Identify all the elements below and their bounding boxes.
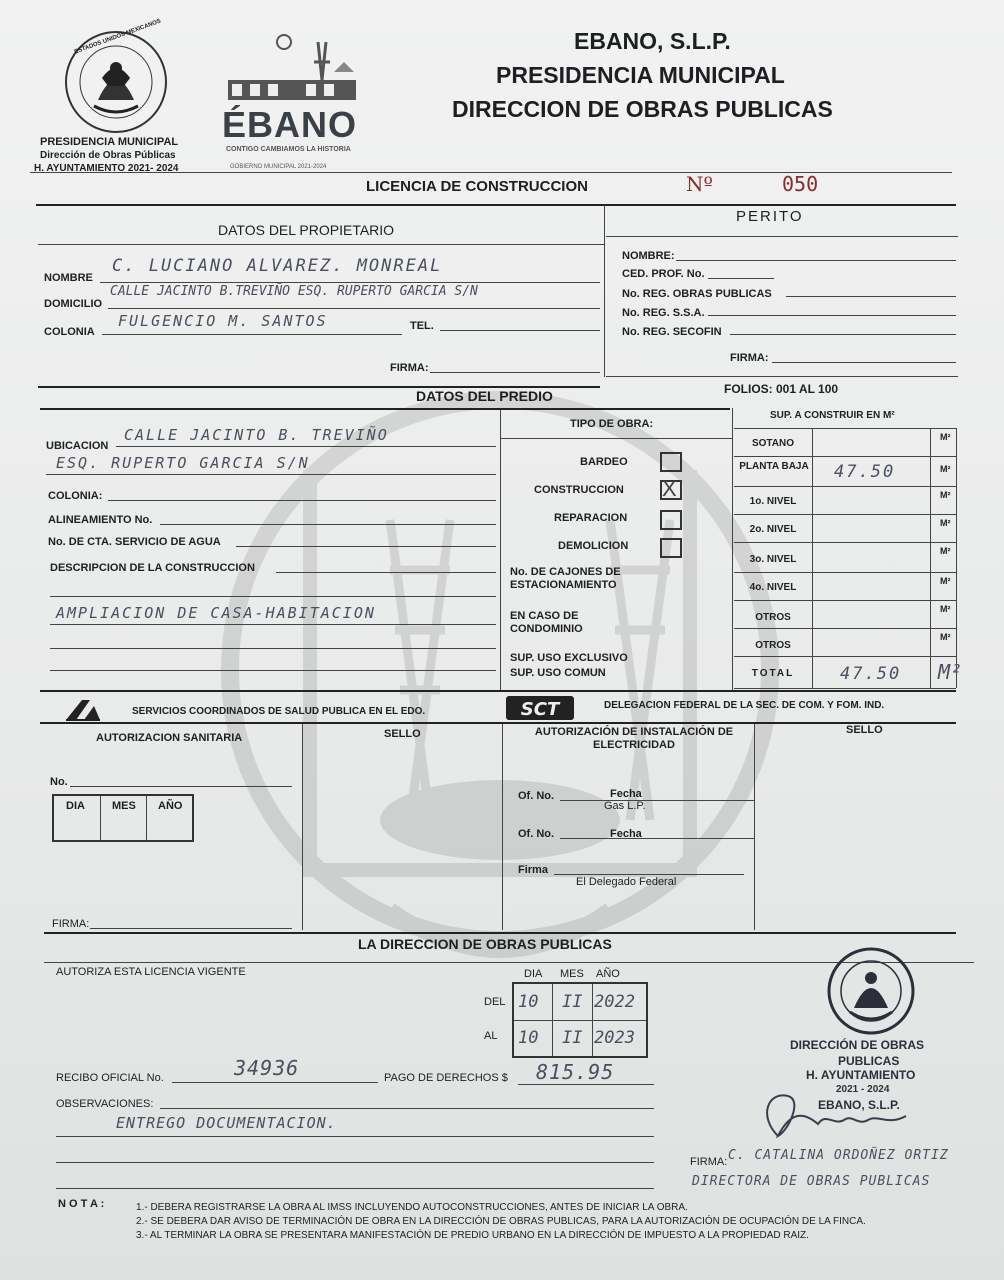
salud-firma: FIRMA: bbox=[52, 918, 90, 930]
option-bardeo-label: BARDEO bbox=[580, 456, 628, 468]
director-name: C. CATALINA ORDOÑEZ ORTIZ bbox=[728, 1148, 949, 1163]
tipo-obra-heading: TIPO DE OBRA: bbox=[570, 418, 654, 430]
predio-colonia-label: COLONIA: bbox=[48, 490, 103, 502]
domicilio-label: DOMICILIO bbox=[44, 298, 103, 310]
sct-autorizacion: AUTORIZACIÓN DE INSTALACIÓN DE ELECTRICIDAD bbox=[534, 726, 734, 751]
sup-row-7-label: OTROS bbox=[755, 640, 791, 651]
stamp-line-4: 2021 - 2024 bbox=[836, 1084, 890, 1095]
del-label: DEL bbox=[484, 996, 506, 1008]
option-construccion-label: CONSTRUCCION bbox=[534, 484, 624, 496]
vigencia-ano: AÑO bbox=[596, 968, 620, 980]
sup-total-value[interactable]: 47.50 bbox=[840, 664, 902, 684]
perito-ced: CED. PROF. No. bbox=[622, 268, 705, 280]
perito-obras: No. REG. OBRAS PUBLICAS bbox=[622, 288, 772, 300]
owner-address[interactable]: CALLE JACINTO B.TREVIÑO ESQ. RUPERTO GARCIA S/N bbox=[110, 284, 478, 299]
direccion-firma-label: FIRMA: bbox=[690, 1156, 728, 1168]
uso-comun-label: SUP. USO COMUN bbox=[510, 667, 606, 679]
nota-label: N O T A : bbox=[58, 1198, 105, 1210]
sup-row-3-label: 2o. NIVEL bbox=[749, 524, 797, 535]
handwritten-signature-icon bbox=[748, 1086, 918, 1146]
option-bardeo-checkbox[interactable] bbox=[660, 452, 682, 472]
del-mes: II bbox=[562, 992, 583, 1012]
official-stamp-seal-icon bbox=[822, 946, 920, 1036]
nota-item-3: 3.- AL TERMINAR LA OBRA SE PRESENTARA MANIFESTACIÓN DE PREDIO URBANO EN LA DIRECCIÓN DE IMPUESTO A LA PROPIEDAD RAIZ. bbox=[136, 1230, 809, 1241]
salud-heading: SERVICIOS COORDINADOS DE SALUD PUBLICA EN EL EDO. bbox=[132, 706, 426, 717]
ebano-logo-text: ÉBANO bbox=[222, 104, 358, 145]
predio-heading: DATOS DEL PREDIO bbox=[416, 388, 553, 404]
header-line-3: DIRECCION DE OBRAS PUBLICAS bbox=[452, 96, 833, 122]
sup-row-6-label: OTROS bbox=[755, 612, 791, 623]
autoriza-label: AUTORIZA ESTA LICENCIA VIGENTE bbox=[56, 966, 246, 978]
sct-delegado: El Delegado Federal bbox=[576, 876, 677, 888]
recibo-label: RECIBO OFICIAL No. bbox=[56, 1072, 164, 1084]
owner-name[interactable]: C. LUCIANO ALVAREZ. MONREAL bbox=[112, 256, 443, 276]
sup-row-0-unit: M² bbox=[940, 432, 951, 442]
observaciones-value[interactable]: ENTREGO DOCUMENTACION. bbox=[116, 1114, 337, 1132]
seal-ring-text: ESTADOS UNIDOS MEXICANOS bbox=[73, 18, 162, 56]
owner-colonia[interactable]: FULGENCIO M. SANTOS bbox=[118, 312, 328, 330]
ebano-building-logo-icon bbox=[222, 32, 362, 106]
salud-logo-icon bbox=[64, 696, 102, 722]
al-dia: 10 bbox=[518, 1028, 539, 1048]
nombre-label: NOMBRE bbox=[44, 272, 93, 284]
uso-exclusivo-label: SUP. USO EXCLUSIVO bbox=[510, 652, 628, 664]
sup-row-2-unit: M² bbox=[940, 490, 951, 500]
sup-row-2-label: 1o. NIVEL bbox=[749, 496, 797, 507]
sup-row-3-unit: M² bbox=[940, 518, 951, 528]
sup-row-4-label: 3o. NIVEL bbox=[749, 554, 797, 565]
sup-row-6-unit: M² bbox=[940, 604, 951, 614]
ubicacion-label: UBICACION bbox=[46, 440, 109, 452]
predio-ubicacion-2[interactable]: ESQ. RUPERTO GARCIA S/N bbox=[56, 454, 310, 472]
mexican-coat-of-arms-icon bbox=[64, 30, 168, 134]
option-demolicion-label: DEMOLICION bbox=[558, 540, 629, 552]
ebano-sub: GOBIERNO MUNICIPAL 2021-2024 bbox=[230, 164, 327, 170]
salud-mes: MES bbox=[112, 800, 136, 812]
superficie-heading: SUP. A CONSTRUIR EN M² bbox=[770, 410, 895, 421]
seal-caption-3: H. AYUNTAMIENTO 2021- 2024 bbox=[34, 163, 179, 174]
perito-ssa: No. REG. S.S.A. bbox=[622, 307, 705, 319]
header-line-2: PRESIDENCIA MUNICIPAL bbox=[496, 62, 785, 88]
sup-row-7-unit: M² bbox=[940, 632, 951, 642]
vigencia-mes: MES bbox=[560, 968, 584, 980]
salud-sello: SELLO bbox=[384, 728, 421, 740]
folios-label: FOLIOS: 001 AL 100 bbox=[724, 382, 839, 396]
sup-row-5-unit: M² bbox=[940, 576, 951, 586]
salud-date-box[interactable] bbox=[52, 794, 194, 842]
condominio-label: EN CASO DE CONDOMINIO bbox=[510, 610, 583, 635]
sct-fecha-2: Fecha bbox=[610, 828, 642, 840]
recibo-value[interactable]: 34936 bbox=[234, 1056, 300, 1080]
propietario-firma-label: FIRMA: bbox=[390, 362, 429, 374]
cajones-label: No. DE CAJONES DE ESTACIONAMIENTO bbox=[510, 566, 621, 591]
nota-item-1: 1.- DEBERA REGISTRARSE LA OBRA AL IMSS INCLUYENDO AUTOCONSTRUCCIONES, ANTES DE INICIAR LA OBRA. bbox=[136, 1202, 688, 1213]
license-number-label: Nº bbox=[686, 172, 713, 196]
salud-ano: AÑO bbox=[158, 800, 183, 812]
tel-label: TEL. bbox=[410, 320, 434, 332]
license-title: LICENCIA DE CONSTRUCCION bbox=[366, 178, 588, 195]
sct-firma: Firma bbox=[518, 864, 548, 876]
sup-row-5-label: 4o. NIVEL bbox=[749, 582, 797, 593]
sup-row-1-unit: M² bbox=[940, 464, 951, 474]
seal-caption-1: PRESIDENCIA MUNICIPAL bbox=[40, 136, 179, 148]
descripcion-label: DESCRIPCION DE LA CONSTRUCCION bbox=[50, 562, 255, 574]
salud-dia: DIA bbox=[66, 800, 85, 812]
stamp-line-2: PUBLICAS bbox=[838, 1054, 900, 1068]
perito-heading: PERITO bbox=[736, 208, 804, 225]
sup-row-1-value[interactable]: 47.50 bbox=[834, 462, 896, 482]
propietario-heading: DATOS DEL PROPIETARIO bbox=[218, 222, 395, 238]
agua-label: No. DE CTA. SERVICIO DE AGUA bbox=[48, 536, 221, 548]
sct-logo-icon bbox=[506, 696, 574, 720]
stamp-line-1: DIRECCIÓN DE OBRAS bbox=[790, 1038, 925, 1052]
director-title: DIRECTORA DE OBRAS PUBLICAS bbox=[692, 1174, 931, 1189]
ebano-slogan: CONTIGO CAMBIAMOS LA HISTORIA bbox=[226, 146, 351, 153]
sct-of-no-2: Of. No. bbox=[518, 828, 555, 840]
vigencia-table[interactable] bbox=[512, 982, 648, 1058]
sct-gas: Gas L.P. bbox=[604, 800, 646, 812]
option-reparacion-checkbox[interactable] bbox=[660, 510, 682, 530]
del-dia: 10 bbox=[518, 992, 539, 1012]
perito-nombre: NOMBRE: bbox=[622, 250, 675, 262]
al-label: AL bbox=[484, 1030, 498, 1042]
perito-secofin: No. REG. SECOFIN bbox=[622, 326, 722, 338]
sup-row-4-unit: M² bbox=[940, 546, 951, 556]
seal-caption-2: Dirección de Obras Públicas bbox=[40, 150, 176, 161]
sup-row-0-label: SOTANO bbox=[751, 438, 795, 449]
alineamiento-label: ALINEAMIENTO No. bbox=[48, 514, 153, 526]
pago-label: PAGO DE DERECHOS $ bbox=[384, 1072, 508, 1084]
option-demolicion-checkbox[interactable] bbox=[660, 538, 682, 558]
predio-ubicacion-1[interactable]: CALLE JACINTO B. TREVIÑO bbox=[124, 426, 389, 444]
sct-fecha-1: Fecha bbox=[610, 788, 642, 800]
al-mes: II bbox=[562, 1028, 583, 1048]
pago-value[interactable]: 815.95 bbox=[536, 1060, 615, 1084]
checkmark-x-icon: X bbox=[662, 476, 677, 501]
sct-heading: DELEGACION FEDERAL DE LA SEC. DE COM. Y FOM. IND. bbox=[604, 700, 885, 711]
colonia-label: COLONIA bbox=[44, 326, 95, 338]
stamp-line-3: H. AYUNTAMIENTO bbox=[806, 1068, 916, 1082]
autorizacion-sanitaria: AUTORIZACION SANITARIA bbox=[96, 732, 243, 744]
al-ano: 2023 bbox=[594, 1028, 635, 1048]
salud-no-label: No. bbox=[50, 776, 68, 788]
observaciones-label: OBSERVACIONES: bbox=[56, 1098, 154, 1110]
stamp-line-5: EBANO, S.L.P. bbox=[818, 1098, 900, 1112]
del-ano: 2022 bbox=[594, 992, 635, 1012]
license-number: 050 bbox=[782, 172, 819, 196]
descripcion-value[interactable]: AMPLIACION DE CASA-HABITACION bbox=[56, 604, 376, 622]
vigencia-dia: DIA bbox=[524, 968, 543, 980]
sct-of-no-1: Of. No. bbox=[518, 790, 555, 802]
option-reparacion-label: REPARACION bbox=[554, 512, 628, 524]
sup-row-1-label: PLANTA BAJA bbox=[739, 461, 809, 472]
nota-item-2: 2.- SE DEBERA DAR AVISO DE TERMINACIÓN DE OBRA EN LA DIRECCIÓN DE OBRAS PUBLICAS, PARA LA AUTORIZACIÓN DE OCUPACIÓN DE LA FINCA. bbox=[136, 1216, 866, 1227]
sct-sello: SELLO bbox=[846, 724, 883, 736]
option-construccion-checkbox[interactable] bbox=[660, 476, 682, 501]
sup-total-label: TOTAL bbox=[751, 668, 795, 679]
sct-logo-text: SCT bbox=[520, 699, 560, 720]
direccion-heading: LA DIRECCION DE OBRAS PUBLICAS bbox=[358, 936, 612, 952]
sup-total-unit: M² bbox=[938, 660, 963, 684]
header-line-1: EBANO, S.L.P. bbox=[574, 28, 731, 54]
perito-firma: FIRMA: bbox=[730, 352, 769, 364]
